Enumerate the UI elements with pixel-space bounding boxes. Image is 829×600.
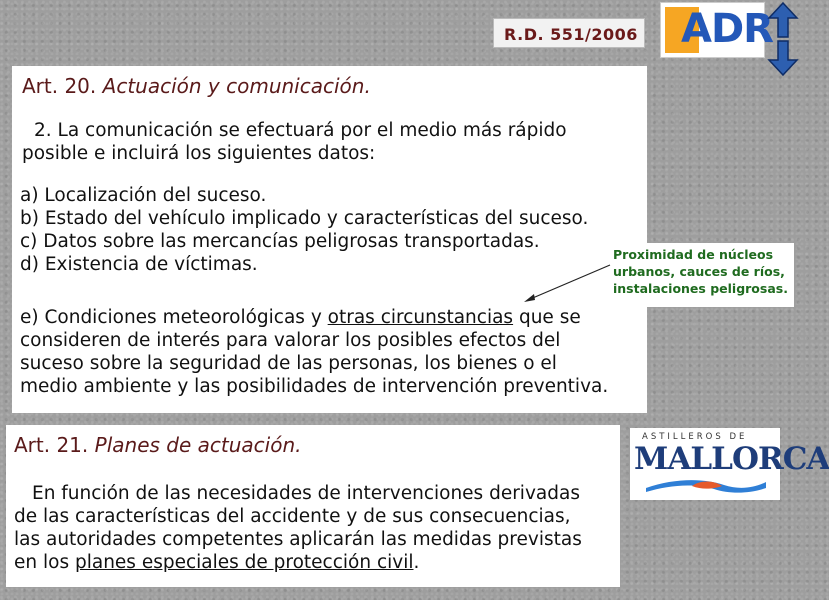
- navigation-arrows: [768, 2, 798, 76]
- callout-arrow: [520, 260, 620, 310]
- item-e-line-4: medio ambiente y las posibilidades de intervención preventiva.: [20, 376, 609, 397]
- article-20-panel: [12, 66, 647, 413]
- article-21-line-2: de las características del accidente y de sus consecuencias,: [14, 506, 571, 527]
- wave-icon: [644, 476, 768, 496]
- article-21-line-3: las autoridades competentes aplicarán las medidas previstas: [14, 529, 582, 550]
- callout-line-3: instalaciones peligrosas.: [613, 281, 788, 296]
- list-item-e: [20, 306, 608, 398]
- astilleros-de-mallorca-logo: [630, 428, 829, 500]
- item-e-end: que se: [513, 307, 581, 328]
- adr-logo-text: ADR: [681, 6, 773, 52]
- item-e-start: e) Condiciones meteorológicas y: [20, 307, 328, 328]
- callout-line-2: urbanos, cauces de ríos,: [613, 264, 785, 279]
- list-item-a: a) Localización del suceso.: [20, 185, 267, 206]
- article-21-title: [14, 433, 301, 457]
- article-20-title: [22, 74, 371, 98]
- article-21-panel: [6, 425, 620, 587]
- line-4-start: en los: [14, 552, 75, 573]
- adr-logo: [660, 2, 773, 58]
- article-21-heading: Planes de actuación.: [94, 433, 302, 457]
- line-4-end: .: [413, 552, 420, 573]
- list-item-c: c) Datos sobre las mercancías peligrosas transportadas.: [20, 231, 540, 252]
- article-21-line-1: En función de las necesidades de intervenciones derivadas: [32, 483, 580, 504]
- list-item-b: b) Estado del vehículo implicado y características del suceso.: [20, 208, 589, 229]
- callout-text: [613, 246, 788, 297]
- rd-reference: R.D. 551/2006: [504, 25, 638, 44]
- article-20-number: Art. 20.: [22, 74, 97, 98]
- paragraph-2-line-2: posible e incluirá los siguientes datos:: [22, 143, 376, 164]
- paragraph-2-line-1: 2. La comunicación se efectuará por el medio más rápido: [34, 120, 567, 141]
- down-arrow-icon[interactable]: [768, 40, 798, 76]
- article-21-line-4: [14, 551, 582, 574]
- rd-reference-box: [493, 18, 645, 48]
- item-e-line-2: consideren de interés para valorar los posibles efectos del: [20, 330, 561, 351]
- list-item-d: d) Existencia de víctimas.: [20, 254, 258, 275]
- mallorca-text: MALLORCA: [634, 441, 829, 477]
- callout-note: [613, 243, 794, 307]
- other-circumstances-underlined: otras circunstancias: [327, 307, 514, 328]
- up-arrow-icon[interactable]: [768, 2, 798, 38]
- astilleros-de-text: ASTILLEROS DE: [642, 432, 748, 442]
- callout-line-1: Proximidad de núcleos: [613, 247, 774, 262]
- civil-protection-plans-underlined: planes especiales de protección civil: [74, 552, 414, 573]
- article-20-heading: Actuación y comunicación.: [102, 74, 371, 98]
- article-21-paragraph: [14, 482, 582, 574]
- item-e-line-3: suceso sobre la seguridad de las personas, los bienes o el: [20, 353, 557, 374]
- article-20-data-list: [20, 184, 588, 276]
- article-20-paragraph-2: [22, 119, 567, 165]
- article-21-number: Art. 21.: [14, 433, 89, 457]
